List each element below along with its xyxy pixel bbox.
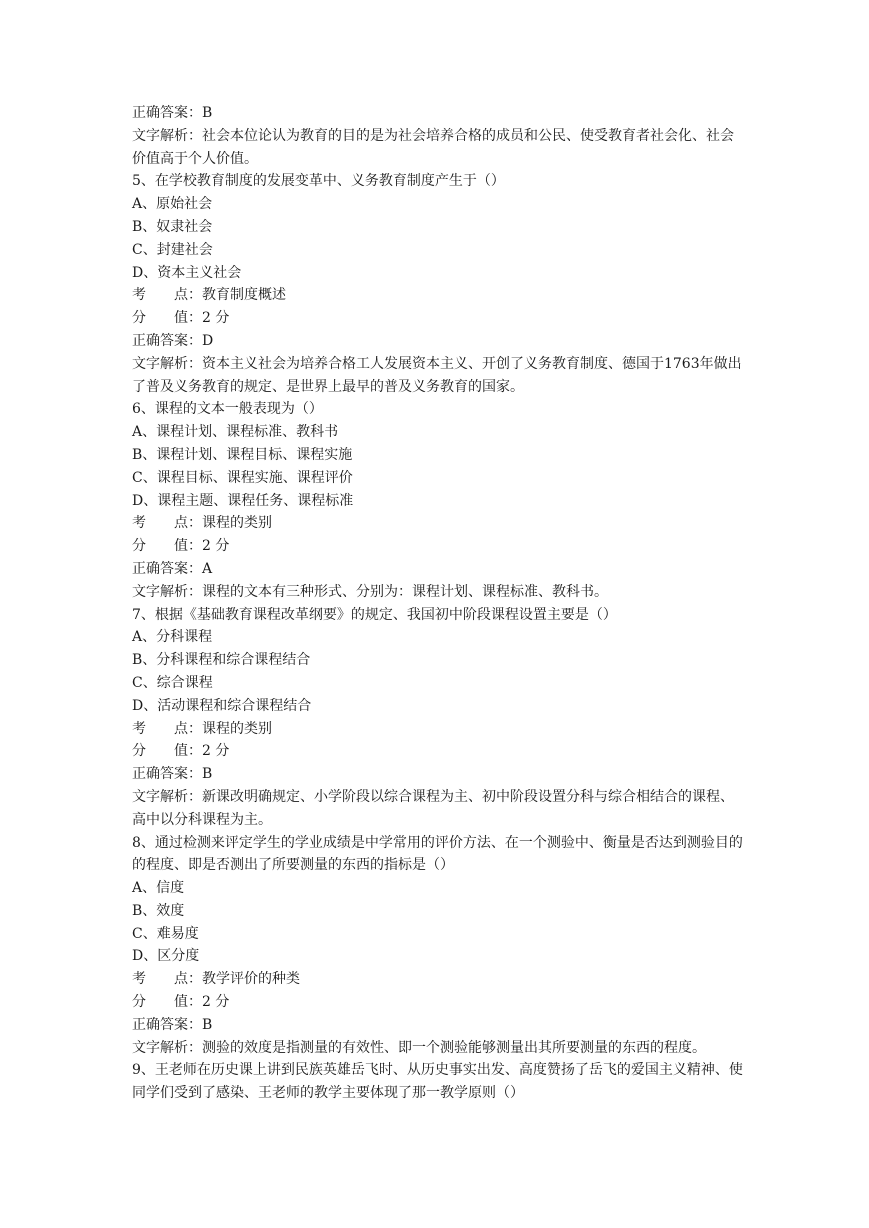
question-7 (132, 604, 744, 832)
question-stem: 8、通过检测来评定学生的学业成绩是中学常用的评价方法、在一个测验中、衡量是否达到测验目的的程度、即是否测出了所要测量的东西的指标是（） (132, 834, 743, 874)
option-d: D、区分度 (132, 948, 200, 965)
option-a: A、信度 (132, 880, 185, 897)
analysis-label: 文字解析： (132, 788, 202, 805)
analysis-line (132, 581, 744, 604)
option-c: C、课程目标、课程实施、课程评价 (132, 469, 353, 486)
answer-label: 正确答案： (132, 105, 202, 121)
kaodian-value: 课程的类别 (202, 515, 272, 532)
kaodian-line (132, 968, 744, 991)
analysis-text: 新课改明确规定、小学阶段以综合课程为主、初中阶段设置分科与综合相结合的课程、高中以分科课程为主。 (132, 788, 734, 828)
option-a: A、原始社会 (132, 196, 213, 213)
kaodian-label: 考 点： (132, 971, 202, 988)
kaodian-value: 教育制度概述 (202, 287, 286, 304)
analysis-line (132, 786, 744, 832)
analysis-label: 文字解析： (132, 1039, 202, 1056)
answer-line (132, 1014, 744, 1037)
answer-value: A (202, 560, 213, 577)
answer-value: B (202, 1016, 213, 1033)
kaodian-line (132, 718, 744, 741)
option-d: D、活动课程和综合课程结合 (132, 697, 312, 714)
option-d: D、资本主义社会 (132, 264, 242, 281)
option-c: C、难易度 (132, 925, 199, 942)
analysis-text: 课程的文本有三种形式、分别为：课程计划、课程标准、教科书。 (202, 583, 608, 600)
question-9 (132, 1059, 744, 1105)
question-8 (132, 832, 744, 1060)
document-page (132, 102, 744, 1105)
answer-label: 正确答案： (132, 560, 202, 577)
fenzhi-label: 分 值： (132, 310, 202, 327)
kaodian-line (132, 512, 744, 535)
analysis-text: 测验的效度是指测量的有效性、即一个测验能够测量出其所要测量的东西的程度。 (202, 1039, 706, 1056)
question-stem: 6、课程的文本一般表现为（） (132, 401, 323, 418)
fenzhi-value: 2 分 (202, 994, 230, 1011)
option-b: B、效度 (132, 902, 185, 919)
answer-label: 正确答案： (132, 332, 202, 349)
analysis-text: 社会本位论认为教育的目的是为社会培养合格的成员和公民、使受教育者社会化、社会价值高于个人价值。 (132, 127, 734, 167)
answer-line (132, 763, 744, 786)
option-a: A、课程计划、课程标准、教科书 (132, 424, 339, 441)
prev-analysis-line (132, 125, 744, 171)
analysis-label: 文字解析： (132, 127, 202, 144)
analysis-text: 资本主义社会为培养合格工人发展资本主义、开创了义务教育制度、德国于1763年做出了普及义务教育的规定、是世界上最早的普及义务教育的国家。 (132, 355, 742, 395)
question-stem: 7、根据《基础教育课程改革纲要》的规定、我国初中阶段课程设置主要是（） (132, 606, 617, 623)
fenzhi-line (132, 535, 744, 558)
fenzhi-label: 分 值： (132, 538, 202, 555)
question-stem: 5、在学校教育制度的发展变革中、义务教育制度产生于（） (132, 173, 505, 190)
option-b: B、课程计划、课程目标、课程实施 (132, 446, 353, 463)
kaodian-label: 考 点： (132, 287, 202, 304)
answer-line (132, 558, 744, 581)
question-5 (132, 170, 744, 398)
analysis-label: 文字解析： (132, 583, 202, 600)
answer-value: D (202, 332, 214, 349)
kaodian-line (132, 284, 744, 307)
question-stem: 9、王老师在历史课上讲到民族英雄岳飞时、从历史事实出发、高度赞扬了岳飞的爱国主义精神、使同学们受到了感染、王老师的教学主要体现了那一教学原则（） (132, 1062, 743, 1102)
option-c: C、封建社会 (132, 241, 213, 258)
kaodian-label: 考 点： (132, 720, 202, 737)
answer-label: 正确答案： (132, 1016, 202, 1033)
analysis-label: 文字解析： (132, 355, 202, 372)
fenzhi-label: 分 值： (132, 743, 202, 760)
option-a: A、分科课程 (132, 629, 213, 646)
analysis-line (132, 1037, 744, 1060)
fenzhi-value: 2 分 (202, 538, 230, 555)
answer-value: B (202, 766, 213, 783)
answer-value: B (202, 105, 213, 121)
answer-line (132, 330, 744, 353)
answer-label: 正确答案： (132, 766, 202, 783)
option-c: C、综合课程 (132, 674, 213, 691)
fenzhi-line (132, 740, 744, 763)
fenzhi-value: 2 分 (202, 743, 230, 760)
analysis-line (132, 353, 744, 399)
fenzhi-line (132, 991, 744, 1014)
kaodian-label: 考 点： (132, 515, 202, 532)
prev-answer-line (132, 102, 744, 125)
option-b: B、分科课程和综合课程结合 (132, 652, 311, 669)
fenzhi-line (132, 307, 744, 330)
question-6 (132, 398, 744, 603)
option-d: D、课程主题、课程任务、课程标准 (132, 492, 354, 509)
kaodian-value: 课程的类别 (202, 720, 272, 737)
fenzhi-value: 2 分 (202, 310, 230, 327)
kaodian-value: 教学评价的种类 (202, 971, 300, 988)
fenzhi-label: 分 值： (132, 994, 202, 1011)
option-b: B、奴隶社会 (132, 218, 213, 235)
